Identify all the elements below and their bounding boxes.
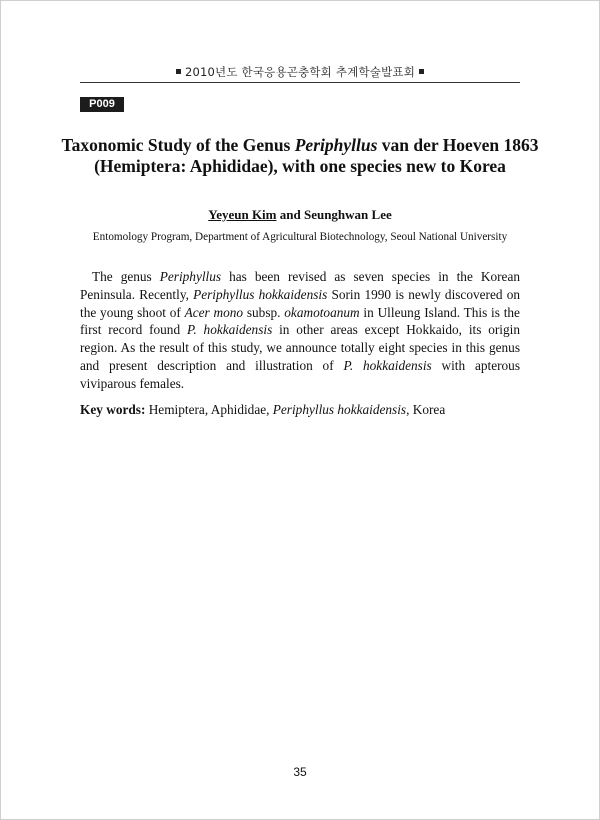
- abstract-text: in other areas except Hokkaido, its origin region. As the result of this study, we announce totally eight species in this genus and present description and illustration of: [80, 322, 520, 373]
- author-connector: and: [276, 207, 304, 222]
- square-bullet-icon: [176, 69, 181, 74]
- abstract-italic: P. hokkaidensis: [186, 322, 273, 338]
- page-number: 35: [293, 765, 307, 779]
- affiliation: Entomology Program, Department of Agricultural Biotechnology, Seoul National University: [92, 231, 508, 243]
- abstract-italic: Periphyllus: [159, 269, 222, 284]
- abstract-text: with apterous viviparous females.: [80, 357, 520, 391]
- abstract-paragraph: [80, 268, 520, 393]
- abstract-text: The genus: [92, 269, 160, 284]
- abstract-italic: Periphyllus hokkaidensis: [193, 286, 328, 302]
- header-rule: [80, 82, 520, 83]
- keywords-italic: Periphyllus hokkaidensis: [272, 402, 407, 417]
- abstract-text: in Ulleung Island. This is the first record found: [80, 304, 520, 338]
- abstract-italic: okamotoanum: [284, 304, 360, 320]
- abstract-text: has been revised as seven species in the Korean Peninsula. Recently,: [80, 269, 520, 302]
- abstract-italic: P. hokkaidensis: [343, 357, 432, 373]
- author-line: [80, 207, 520, 223]
- poster-id-badge: P009: [80, 97, 124, 112]
- keywords-text: , Korea: [406, 402, 446, 417]
- keywords-text: Hemiptera, Aphididae,: [145, 402, 273, 417]
- title-text: van der Hoeven 1863: [377, 135, 539, 155]
- co-author: Seunghwan Lee: [303, 207, 392, 222]
- paper-title: [60, 135, 540, 177]
- abstract-text: Sorin 1990 is newly discovered on the young shoot of: [80, 286, 520, 320]
- keywords-label: Key words:: [80, 402, 146, 417]
- conference-header: [80, 64, 520, 82]
- title-text: Taxonomic Study of the Genus: [61, 135, 295, 155]
- square-bullet-icon: [419, 69, 424, 74]
- presenting-author: Yeyeun Kim: [208, 207, 277, 222]
- abstract-italic: Acer mono: [184, 304, 244, 320]
- title-genus: Periphyllus: [294, 135, 378, 155]
- keywords-line: [80, 401, 520, 419]
- title-line-2: (Hemiptera: Aphididae), with one species new to Korea: [94, 156, 506, 176]
- conference-header-text: 2010년도 한국응용곤충학회 추계학술발표회: [184, 65, 416, 79]
- abstract-text: subsp.: [243, 304, 285, 320]
